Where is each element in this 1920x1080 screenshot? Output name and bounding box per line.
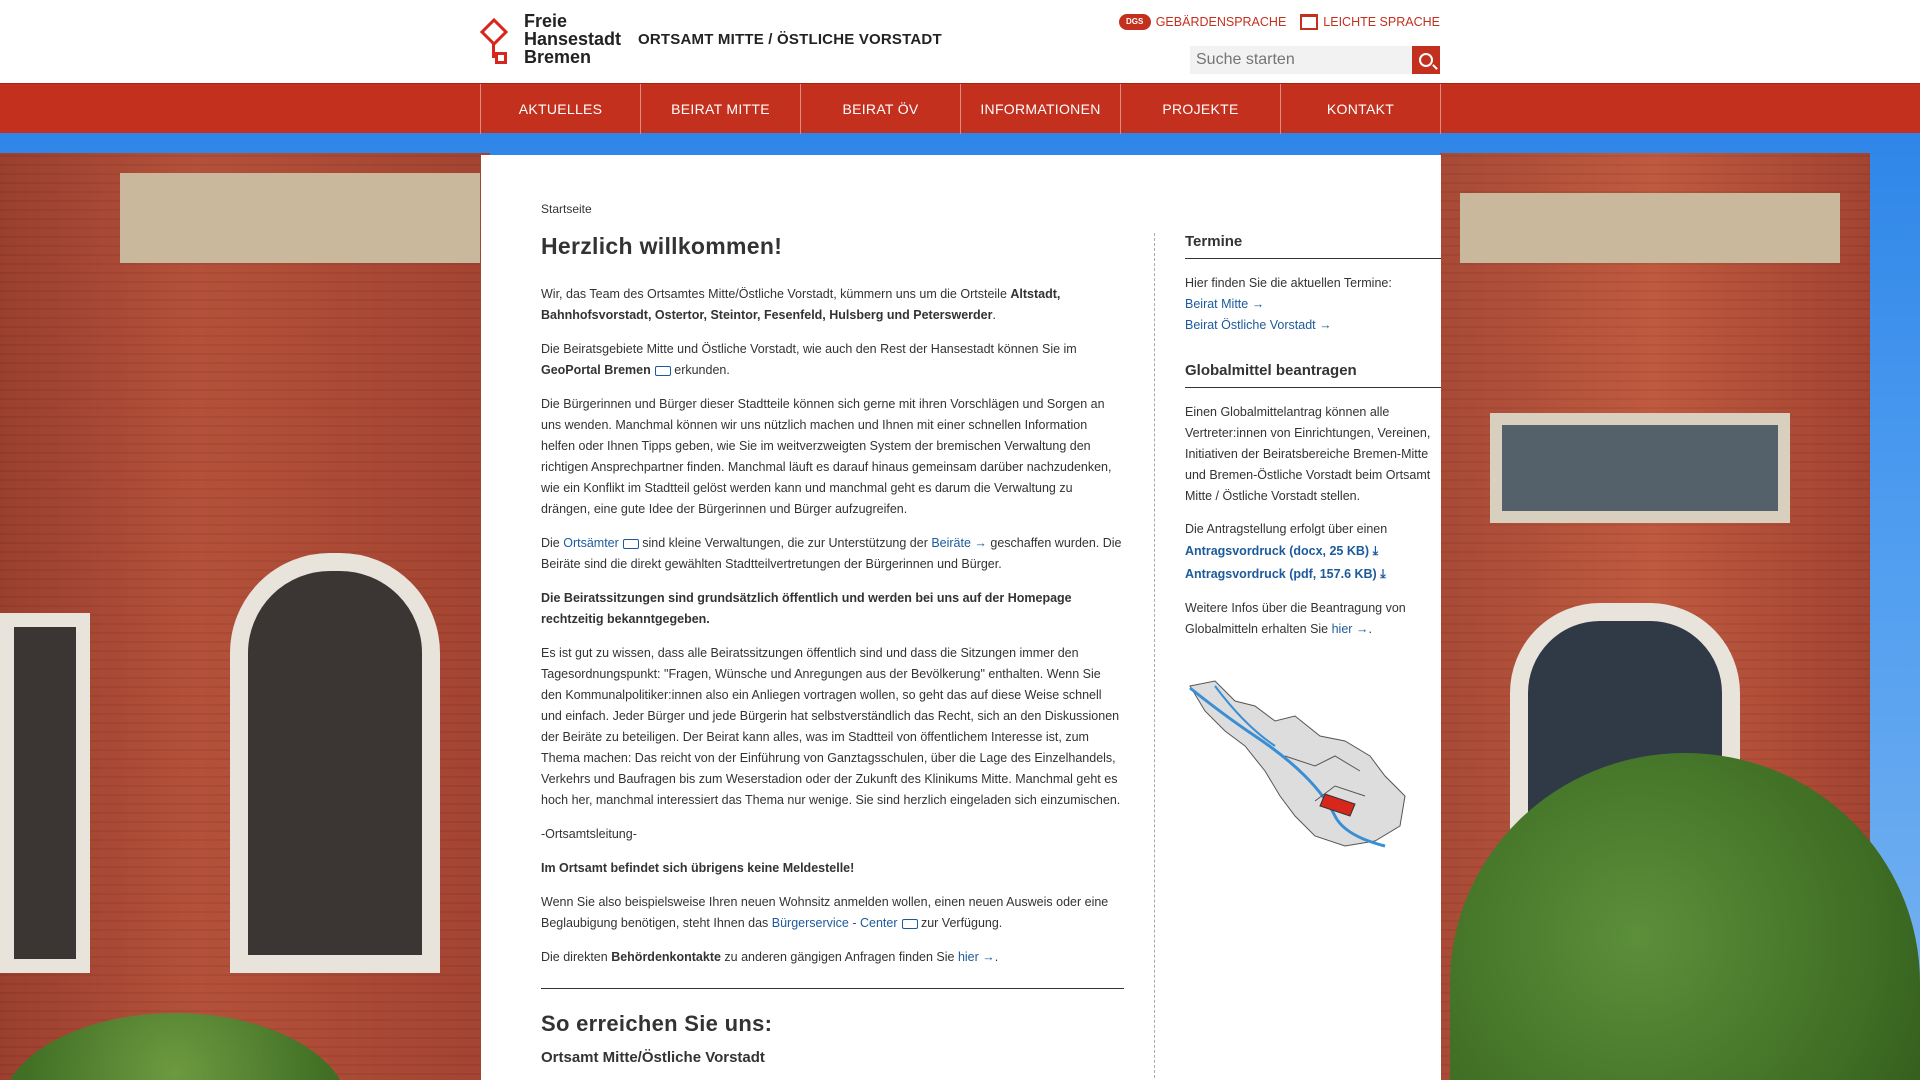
nav-projekte[interactable]: PROJEKTE	[1121, 84, 1281, 134]
top-links	[1119, 14, 1440, 30]
globalmittel-text2: Die Antragstellung erfolgt über einen	[1185, 522, 1388, 536]
reach-us-title: So erreichen Sie uns:	[541, 1011, 773, 1036]
external-link-icon	[655, 366, 671, 376]
site-header	[0, 0, 1920, 83]
office-name: Ortsamt Mitte/Östliche Vorstadt	[541, 1049, 765, 1066]
building-window	[0, 613, 90, 973]
breadcrumb[interactable]: Startseite	[541, 202, 592, 216]
globalmittel-info-link[interactable]: hier →	[1331, 622, 1369, 636]
logo-line: Hansestadt	[524, 29, 622, 49]
intro-paragraph: Wir, das Team des Ortsamtes Mitte/Östliche Vorstadt, kümmern uns um die Ortsteile Altstadt, Bahnhofsvorstadt, Ostertor, Steintor, Fesenfeld, Hulsberg und Peterswerder.	[541, 287, 1061, 322]
sessions-info-paragraph: Es ist gut zu wissen, dass alle Beiratssitzungen öffentlich sind und dass die Sitzungen immer den Tagesordnungspunkt: "Fragen, Wünsche und Anregungen aus der Bevölkerung" enthalten. Wenn Sie den Kommunalpolitiker:innen also ein Anliegen vortragen wollen, so geht das auf diese Weise schnell und einfach. Jeder Bürger und jede Bürgerin hat selbstverständlich das Recht, sich an den Diskussionen der Beiräte zu beteiligen. Der Beirat kann alles, was im Stadtteil von öffentlichem Interesse ist, zum Thema machen: Das reicht von der Einführung von Ganztagsschulen, über die Lage des Einzelhandels, Verkehrs und Baufragen bis zum Weserstadion oder der Zukunft des Klinikums Mitte. Manchmal geht es hoch her, manchmal interessiert das Thema nur wenige. Sie sind herzlich eingeladen sich einzumischen.	[541, 646, 1121, 807]
page-title: Herzlich willkommen!	[541, 233, 783, 259]
content-card	[481, 155, 1441, 1080]
bremen-logo[interactable]	[480, 12, 621, 66]
signature: -Ortsamtsleitung-	[541, 827, 637, 841]
download-pdf-link[interactable]: Antragsvordruck (pdf, 157.6 KB) ⤓	[1185, 567, 1386, 581]
sign-language-label: GEBÄRDENSPRACHE	[1155, 15, 1287, 29]
geoportal-paragraph: Die Beiratsgebiete Mitte und Östliche Vorstadt, wie auch den Rest der Hansestadt können Sie im GeoPortal Bremen erkunden.	[541, 342, 1077, 377]
search-button[interactable]	[1412, 46, 1440, 74]
logo-line: Bremen	[524, 47, 592, 67]
building-cornice-left	[120, 173, 480, 263]
nav-aktuelles[interactable]: AKTUELLES	[481, 84, 641, 134]
building-cornice-right	[1460, 193, 1840, 263]
download-docx-link[interactable]: Antragsvordruck (docx, 25 KB) ⤓	[1185, 544, 1379, 558]
search-icon	[1419, 53, 1433, 67]
public-sessions-paragraph: Die Beiratssitzungen sind grundsätzlich öffentlich und werden bei uns auf der Homepage rechtzeitig bekanntgegeben.	[541, 591, 1072, 626]
buergerservice-paragraph: Wenn Sie also beispielsweise Ihren neuen Wohnsitz anmelden wollen, einen neuen Ausweis oder eine Beglaubigung benötigen, steht Ihnen das Bürgerservice - Center zur Verfügung.	[541, 895, 1109, 930]
download-icon: ⤓	[1372, 544, 1379, 558]
sign-language-link[interactable]	[1119, 14, 1287, 30]
arrow-right-icon: →	[974, 536, 987, 550]
termine-block	[1185, 233, 1441, 336]
arrow-right-icon: →	[982, 950, 995, 964]
nav-beirat-mitte[interactable]: BEIRAT MITTE	[641, 84, 801, 134]
globalmittel-block	[1185, 362, 1441, 640]
globalmittel-text3: Weitere Infos über die Beantragung von Globalmitteln erhalten Sie hier →.	[1185, 601, 1406, 636]
logo-line: Freie	[524, 11, 568, 31]
main-content	[541, 233, 1124, 1066]
buergerservice-link[interactable]: Bürgerservice - Center	[772, 916, 918, 930]
download-icon: ⤓	[1380, 567, 1386, 581]
external-link-icon	[623, 539, 639, 549]
nav-beirat-oev[interactable]: BEIRAT ÖV	[801, 84, 961, 134]
nav-kontakt[interactable]: KONTAKT	[1281, 84, 1441, 134]
globalmittel-title: Globalmittel beantragen	[1185, 362, 1441, 388]
book-icon	[1300, 14, 1318, 30]
beirat-mitte-link[interactable]: Beirat Mitte →	[1185, 297, 1265, 311]
geoportal-link[interactable]: GeoPortal Bremen	[541, 363, 671, 377]
easy-language-link[interactable]	[1300, 14, 1440, 30]
no-registration-notice: Im Ortsamt befindet sich übrigens keine Meldestelle!	[541, 861, 855, 875]
divider	[541, 988, 1124, 989]
contacts-link[interactable]: hier →	[957, 950, 995, 964]
logo-text	[524, 12, 621, 66]
arrow-right-icon: →	[1251, 297, 1265, 311]
site-title[interactable]: ORTSAMT MITTE / ÖSTLICHE VORSTADT	[638, 31, 942, 48]
termine-title: Termine	[1185, 233, 1441, 259]
termine-text: Hier finden Sie die aktuellen Termine:	[1185, 276, 1392, 290]
bremen-key-icon	[480, 12, 514, 62]
beiraete-link[interactable]: Beiräte →	[931, 536, 987, 550]
ortsaemter-paragraph: Die Ortsämter sind kleine Verwaltungen, die zur Unterstützung der Beiräte → geschaffen wurden. Die Beiräte sind die direkt gewählten Stadtteilvertretungen der Bürgerinnen und Bürger.	[541, 536, 1122, 571]
column-divider	[1154, 233, 1155, 1080]
district-map[interactable]	[1185, 676, 1415, 856]
building-window	[1490, 413, 1790, 523]
ortsaemter-link[interactable]: Ortsämter	[563, 536, 639, 550]
citizens-paragraph: Die Bürgerinnen und Bürger dieser Stadtteile können sich gerne mit ihren Vorschlägen und Sorgen an uns wenden. Manchmal können wir uns nützlich machen und Ihnen mit einer schnellen Information helfen oder Ihnen Tipps geben, wie Sie im weitverzweigten System der bremischen Verwaltung den richtigen Ansprechpartner finden. Manchmal läuft es darauf hinaus gemeinsam darüber nachzudenken, wie ein Konflikt im Stadtteil gelöst werden kann und manchmal geht es darum die Verwaltung zu drängen, eine gute Idee der Bürgerinnen und Bürger aufzugreifen.	[541, 397, 1112, 516]
arrow-right-icon: →	[1355, 622, 1369, 636]
globalmittel-text: Einen Globalmittelantrag können alle Vertreter:innen von Einrichtungen, Vereinen, Initiativen der Beiratsbereiche Bremen-Mitte und Bremen-Östliche Vorstadt beim Ortsamt Mitte / Östliche Vorstadt stellen.	[1185, 405, 1431, 503]
external-link-icon	[902, 919, 918, 929]
arrow-right-icon: →	[1319, 318, 1332, 332]
main-nav	[0, 83, 1920, 133]
easy-language-label: LEICHTE SPRACHE	[1323, 15, 1440, 29]
search-input[interactable]	[1190, 46, 1440, 74]
beirat-oestliche-vorstadt-link[interactable]: Beirat Östliche Vorstadt →	[1185, 318, 1332, 332]
nav-informationen[interactable]: INFORMATIONEN	[961, 84, 1121, 134]
building-window	[230, 553, 440, 973]
sign-language-icon: DGS	[1119, 14, 1151, 30]
sidebar	[1185, 233, 1441, 861]
contacts-paragraph: Die direkten Behördenkontakte zu anderen gängigen Anfragen finden Sie hier →.	[541, 950, 999, 964]
